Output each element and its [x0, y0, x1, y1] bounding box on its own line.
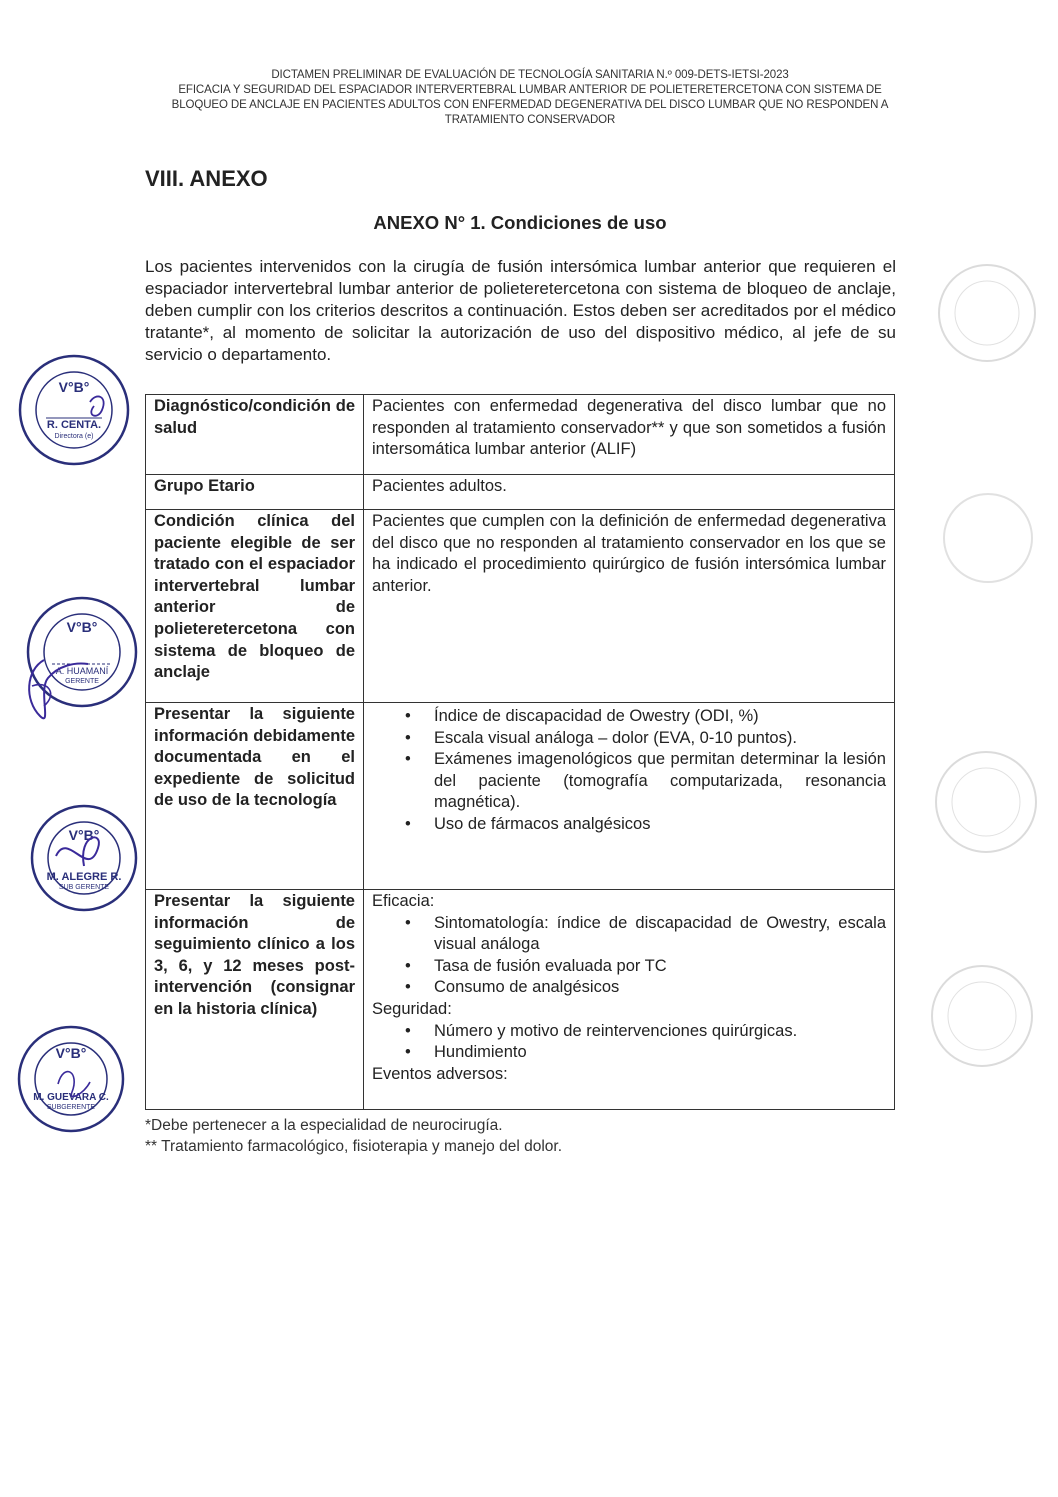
table-row [146, 890, 895, 1110]
row-label: Presentar la siguiente información de seguimiento clínico a los 3, 6, y 12 meses post-intervención (consignar en la historia clínica) [146, 890, 364, 1110]
section-title: VIII. ANEXO [145, 166, 268, 191]
annex-title: ANEXO N° 1. Condiciones de uso [373, 212, 667, 233]
document-header [130, 68, 930, 128]
footnotes [145, 1115, 905, 1157]
footnote-1: *Debe pertenecer a la especialidad de neurocirugía. [145, 1117, 503, 1134]
list-item: • Uso de fármacos analgésicos [434, 814, 886, 836]
list-item: • Índice de discapacidad de Owestry (ODI, %) [434, 706, 886, 728]
header-line-1: DICTAMEN PRELIMINAR DE EVALUACIÓN DE TECNOLOGÍA SANITARIA N.º 009-DETS-IETSI-2023 [271, 69, 789, 81]
table-row [146, 475, 895, 510]
row-value: Pacientes con enfermedad degenerativa del disco lumbar que no responden al tratamiento conservador** y que son sometidos a fusión intersomática lumbar anterior (ALIF) [364, 395, 895, 475]
stamp-vb-text: V°B° [55, 1045, 87, 1061]
header-line-2: EFICACIA Y SEGURIDAD DEL ESPACIADOR INTERVERTEBRAL LUMBAR ANTERIOR DE POLIETERETERCETONA CON SISTEMA DE [178, 84, 882, 96]
faint-stamp-mark [932, 258, 1042, 368]
row-value [364, 890, 895, 1110]
approval-stamp [18, 590, 140, 735]
list-item: • Escala visual análoga – dolor (EVA, 0-10 puntos). [434, 728, 886, 750]
table-row [146, 703, 895, 890]
adverse-events-label: Eventos adversos: [372, 1064, 508, 1083]
conditions-table [145, 394, 895, 1110]
list-item: • Consumo de analgésicos [434, 977, 886, 999]
table-row [146, 395, 895, 475]
table-row [146, 510, 895, 703]
stamp-role-text: Directora (e) [54, 433, 94, 440]
faint-stamp-mark [930, 740, 1042, 864]
stamp-role-text: GERENTE [65, 678, 99, 685]
stamp-vb-text: V°B° [68, 827, 100, 843]
eficacia-label: Eficacia: [372, 892, 435, 910]
row-label: Diagnóstico/condición de salud [146, 395, 364, 475]
stamp-vb-text: V°B° [58, 379, 90, 395]
eficacia-list [372, 913, 886, 999]
approval-stamp [28, 800, 140, 918]
list-item: • Sintomatología: índice de discapacidad de Owestry, escala visual análoga [434, 913, 886, 956]
stamp-vb-text: V°B° [66, 619, 98, 635]
row-value: Pacientes que cumplen con la definición de enfermedad degenerativa del disco que no responden al tratamiento conservador en los que se ha indicado el procedimiento quirúrgico de fusión intersómica lumbar anterior. [364, 510, 895, 703]
approval-stamp [16, 352, 132, 468]
row-value: Pacientes adultos. [364, 475, 895, 510]
stamp-name-text: M. GUEVARA C. [33, 1092, 109, 1103]
list-item: • Tasa de fusión evaluada por TC [434, 956, 886, 978]
documentation-list [372, 706, 886, 836]
faint-stamp-mark [938, 488, 1038, 588]
approval-stamp [14, 1022, 128, 1136]
row-label: Condición clínica del paciente elegible de ser tratado con el espaciador intervertebral lumbar anterior de polieteretercetona con sistema de bloqueo de anclaje [146, 510, 364, 703]
row-label: Presentar la siguiente información debidamente documentada en el expediente de solicitud de uso de la tecnología [146, 703, 364, 890]
intro-paragraph: Los pacientes intervenidos con la cirugía de fusión intersómica lumbar anterior que requieren el espaciador intervertebral lumbar anterior de polieteretercetona con sistema de bloqueo de anclaje, deben cumplir con los criterios descritos a continuación. Estos deben ser acreditados por el médico tratante*, al momento de solicitar la autorización de uso del dispositivo médico, al jefe de su servicio o departamento. [145, 257, 896, 364]
seguridad-list [372, 1021, 886, 1064]
stamp-role-text: SUBGERENTE [46, 1104, 96, 1111]
list-item: • Número y motivo de reintervenciones quirúrgicas. [434, 1021, 886, 1043]
stamp-name-text: M. ALEGRE R. [46, 871, 122, 883]
list-item: • Exámenes imagenológicos que permitan determinar la lesión del paciente (tomografía computarizada, resonancia magnética). [434, 749, 886, 814]
stamp-role-text: SUB GERENTE [58, 884, 110, 891]
stamp-name-text: A. HUAMANÍ [55, 666, 109, 676]
header-line-3: BLOQUEO DE ANCLAJE EN PACIENTES ADULTOS CON ENFERMEDAD DEGENERATIVA DEL DISCO LUMBAR QUE NO RESPONDEN A [171, 99, 889, 111]
footnote-2: ** Tratamiento farmacológico, fisioterapia y manejo del dolor. [145, 1138, 562, 1155]
seguridad-label: Seguridad: [372, 999, 452, 1018]
row-value [364, 703, 895, 890]
faint-stamp-mark [926, 960, 1038, 1072]
header-line-4: TRATAMIENTO CONSERVADOR [444, 114, 616, 126]
row-label: Grupo Etario [146, 475, 364, 510]
stamp-name-text: R. CENTA. [46, 419, 102, 431]
list-item: • Hundimiento [434, 1042, 886, 1064]
